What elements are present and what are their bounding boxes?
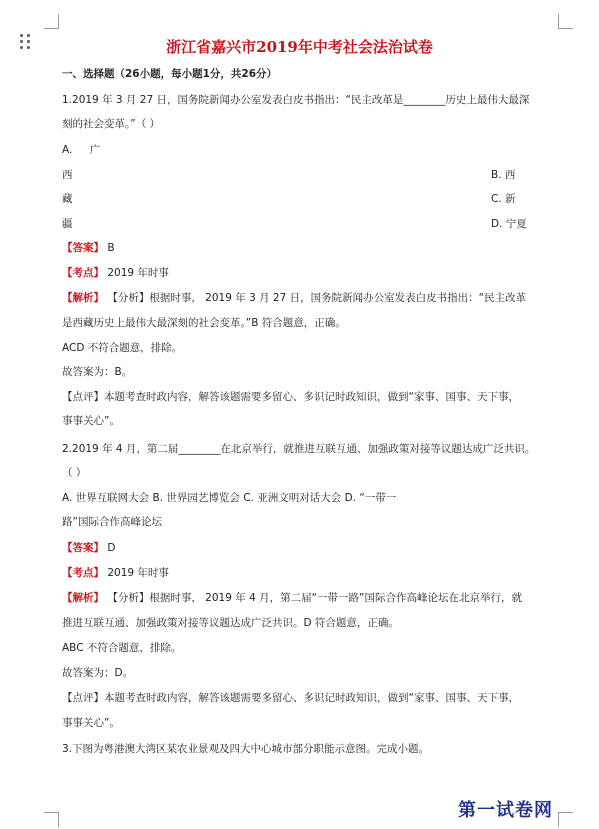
q1-stem-line2: 刻的社会变革。”（ ） — [62, 118, 161, 130]
page-corner-mark — [558, 14, 573, 29]
q3-stem-line1: 3.下图为粤港澳大湾区某农业景观及四大中心城市部分职能示意图。完成小题。 — [62, 743, 430, 755]
answer-tag: 【答案】 — [62, 242, 104, 254]
q2-options: A. 世界互联网大会 B. 世界园艺博览会 C. 亚洲文明对话大会 D. “一带一 — [62, 492, 397, 504]
point-value: 2019 年时事 — [107, 267, 169, 279]
analysis-text: 【分析】根据时事， 2019 年 4 月，第二届“一带一路”国际合作高峰论坛在北京举行，就 — [107, 592, 522, 604]
q2-comment-line2: 事事关心”。 — [62, 717, 120, 729]
q1-option-c-cont: 疆 — [62, 218, 73, 230]
q1-option-a-cont: 西 — [62, 169, 73, 181]
answer-value: B — [107, 242, 115, 254]
answer-value: D — [107, 542, 116, 554]
page-corner-mark — [44, 14, 59, 29]
q2-stem-line1: 2.2019 年 4 月，第二届________在北京举行，就推进互联互通、加强政策对接等议题达成广泛共识。 — [62, 443, 536, 455]
analysis-text: 【分析】根据时事， 2019 年 3 月 27 日，国务院新闻办公室发表白皮书指出：“民主改革 — [107, 292, 527, 304]
q2-options-cont: 路”国际合作高峰论坛 — [62, 516, 162, 528]
page-corner-mark — [558, 812, 573, 827]
page-title: 浙江省嘉兴市2019年中考社会法治试卷 — [166, 38, 433, 56]
section-heading: 一、选择题（26小题，每小题1分，共26分） — [62, 68, 278, 80]
page-corner-mark — [44, 812, 59, 827]
q1-option-b: B. 西 — [491, 169, 516, 181]
q2-point — [62, 566, 169, 580]
q1-analysis-line1 — [62, 291, 526, 305]
q1-answer — [62, 241, 115, 255]
q2-analysis-line1 — [62, 591, 522, 605]
analysis-tag: 【解析】 — [62, 292, 104, 304]
q1-point — [62, 266, 169, 280]
answer-tag: 【答案】 — [62, 542, 104, 554]
q1-comment-line1: 【点评】本题考查时政内容，解答该题需要多留心、多识记时政知识，做到“家事、国事、天下事， — [62, 391, 519, 403]
q1-analysis-line2: 是西藏历史上最伟大最深刻的社会变革。”B 符合题意，正确。 — [62, 317, 346, 329]
analysis-tag: 【解析】 — [62, 592, 104, 604]
point-value: 2019 年时事 — [107, 567, 169, 579]
site-watermark: 第一试卷网 — [458, 800, 553, 821]
point-tag: 【考点】 — [62, 267, 104, 279]
q2-analysis-line3: ABC 不符合题意，排除。 — [62, 642, 182, 654]
q2-analysis-line4: 故答案为：D。 — [62, 667, 134, 679]
q1-option-a-label: A. — [62, 144, 73, 156]
q1-option-c: C. 新 — [491, 193, 516, 205]
point-tag: 【考点】 — [62, 567, 104, 579]
q1-analysis-line4: 故答案为：B。 — [62, 366, 133, 378]
q2-answer — [62, 541, 115, 555]
q2-stem-line2: （ ） — [62, 467, 87, 479]
q2-analysis-line2: 推进互联互通、加强政策对接等议题达成广泛共识。D 符合题意，正确。 — [62, 617, 399, 629]
q1-stem-line1: 1.2019 年 3 月 27 日，国务院新闻办公室发表白皮书指出：“民主改革是________历史上最伟大最深 — [62, 94, 530, 106]
q1-option-a — [62, 143, 100, 157]
q1-option-d: D. 宁夏 — [491, 218, 527, 230]
q1-comment-line2: 事事关心”。 — [62, 415, 120, 427]
q1-analysis-line3: ACD 不符合题意，排除。 — [62, 342, 183, 354]
q2-comment-line1: 【点评】本题考查时政内容，解答该题需要多留心、多识记时政知识，做到“家事、国事、天下事， — [62, 692, 519, 704]
q1-option-b-cont: 藏 — [62, 193, 73, 205]
q1-option-a-text: 广 — [89, 144, 101, 156]
